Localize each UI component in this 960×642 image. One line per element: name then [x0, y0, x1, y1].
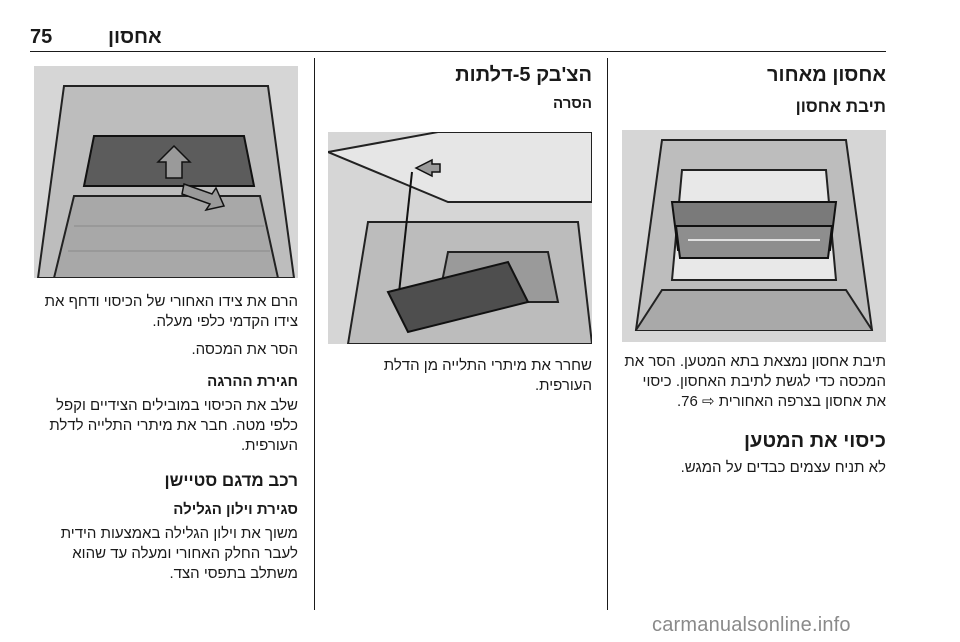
body-text: שחרר את מיתרי התלייה מן הדלת העורפית. — [383, 357, 592, 394]
section-heading: אחסון מאחור — [767, 64, 886, 86]
watermark: carmanualsonline.info — [652, 614, 851, 636]
section-title: אחסון — [108, 26, 162, 48]
page-number: 75 — [30, 26, 53, 48]
column-divider — [314, 58, 315, 610]
right-column — [622, 58, 886, 478]
left-column — [34, 58, 298, 584]
body-text: שלב את הכיסוי במובילים הצידיים וקפל כלפי מטה. חבר את מיתרי התלייה לדלת העורפית. — [49, 397, 298, 454]
section-heading: רכב מדגם סטיישן — [164, 471, 298, 490]
section-heading: כיסוי את המטען — [743, 430, 886, 452]
page-header — [30, 22, 886, 52]
subsection-heading: חגירת ההרגה — [207, 373, 298, 390]
body-text: תיבת אחסון נמצאת בתא המטען. הסר את המכסה כדי לגשת לתיבת האחסון. כיסוי את אחסון בצרפה האחורית ⇨ 76. — [624, 353, 886, 410]
subsection-heading: סגירת וילון הגלילה — [173, 501, 298, 518]
body-text: לא תניח עצמים כבדים על המגש. — [680, 459, 886, 476]
body-text: משוך את וילון הגלילה באמצעות הידית לעבר החלק האחורי ומעלה עד שהוא משתלב בתפסי הצד. — [60, 525, 298, 582]
body-text: הסר את המכסה. — [191, 341, 298, 358]
section-heading: הצ'בק 5-דלתות — [455, 64, 592, 86]
subsection-heading: הסרה — [553, 95, 592, 112]
body-text: הרם את צידו האחורי של הכיסוי ודחף את צידו הקדמי כלפי מעלה. — [44, 293, 298, 330]
column-divider — [607, 58, 608, 610]
subsection-heading: תיבת אחסון — [795, 97, 886, 116]
middle-column — [328, 58, 592, 396]
cover-lift-illustration — [34, 66, 298, 278]
cover-removal-illustration — [328, 132, 592, 344]
storage-box-illustration — [622, 130, 886, 342]
